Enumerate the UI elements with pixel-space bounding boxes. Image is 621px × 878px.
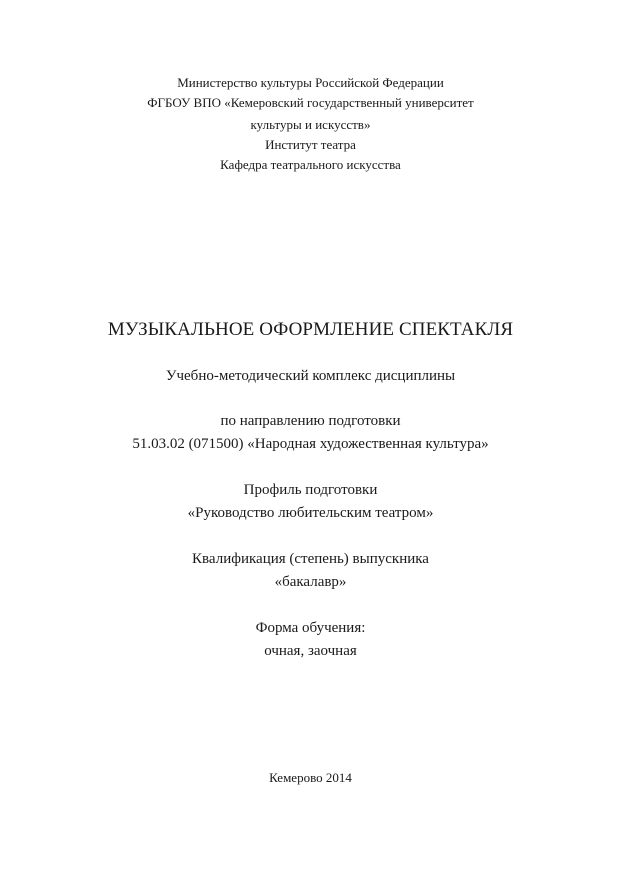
document-title: МУЗЫКАЛЬНОЕ ОФОРМЛЕНИЕ СПЕКТАКЛЯ — [107, 319, 514, 340]
department-line: Кафедра театрального искусства — [220, 157, 401, 172]
study-form-label: Форма обучения: — [255, 620, 366, 636]
qualification-label: Квалификация (степень) выпускника — [192, 551, 429, 567]
ministry-line: Министерство культуры Российской Федерации — [177, 75, 444, 90]
direction-label: по направлению подготовки — [220, 413, 401, 429]
study-form-value: очная, заочная — [264, 643, 357, 659]
qualification-value: «бакалавр» — [274, 574, 347, 590]
profile-value: «Руководство любительским театром» — [187, 505, 434, 521]
university-line-2: культуры и искусств» — [250, 117, 371, 132]
profile-label: Профиль подготовки — [243, 482, 378, 498]
document-subtitle: Учебно-методический комплекс дисциплины — [165, 368, 456, 384]
direction-value: 51.03.02 (071500) «Народная художественная культура» — [132, 436, 489, 452]
city-year: Кемерово 2014 — [269, 770, 352, 785]
institute-line: Институт театра — [265, 137, 356, 152]
university-line-1: ФГБОУ ВПО «Кемеровский государственный университет — [147, 95, 474, 110]
